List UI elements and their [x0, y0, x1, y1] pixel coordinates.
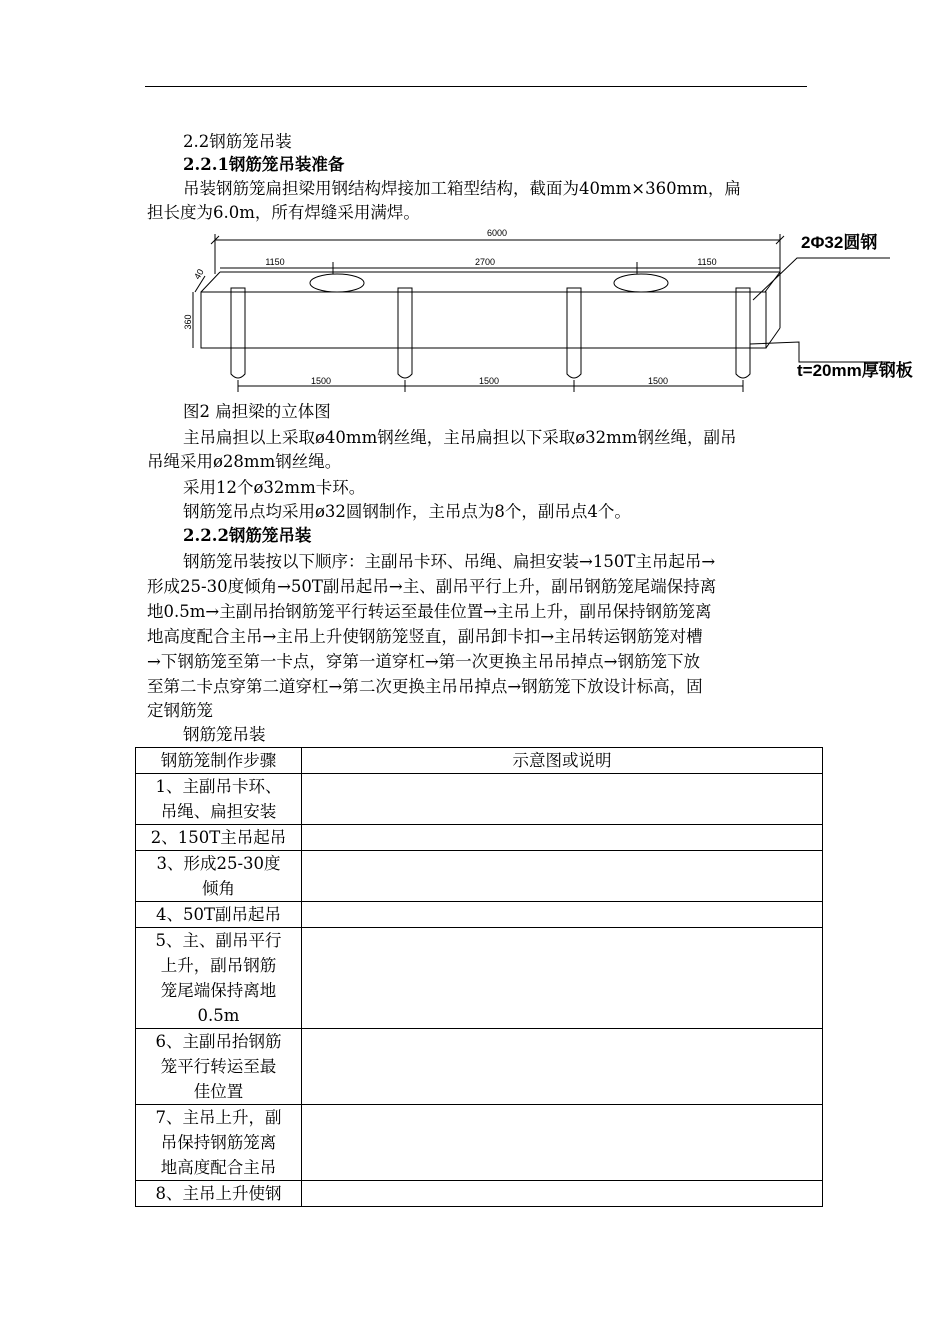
step-cell: 3、形成25-30度 倾角	[136, 851, 302, 902]
beam-3d-figure	[185, 224, 915, 394]
table-row	[136, 928, 823, 1029]
step-cell: 7、主吊上升，副 吊保持钢筋笼离 地高度配合主吊	[136, 1105, 302, 1181]
table-row	[136, 1105, 823, 1181]
dim-mid: 2700	[474, 257, 496, 267]
step-cell: 6、主副吊抬钢筋 笼平行转运至最 佳位置	[136, 1029, 302, 1105]
paragraph-line: 地高度配合主吊→主吊上升使钢筋笼竖直，副吊卸卡扣→主吊转运钢筋笼对槽	[147, 627, 703, 646]
paragraph-line: 担长度为6.0m，所有焊缝采用满焊。	[147, 203, 420, 222]
description-cell	[302, 928, 823, 1029]
paragraph-line: 定钢筋笼	[147, 701, 213, 720]
table-header-row	[136, 748, 823, 774]
subsection-heading-prep: 2.2.1钢筋笼吊装准备	[183, 155, 345, 174]
paragraph-line: 至第二卡点穿第二道穿杠→第二次更换主吊吊掉点→钢筋笼下放设计标高，固	[147, 677, 703, 696]
paragraph-line: 地0.5m→主副吊抬钢筋笼平行转运至最佳位置→主吊上升，副吊保持钢筋笼离	[147, 602, 712, 621]
paragraph-line: 钢筋笼吊点均采用ø32圆钢制作，主吊点为8个，副吊点4个。	[183, 502, 631, 521]
dim-left: 1150	[265, 257, 285, 267]
description-cell	[302, 851, 823, 902]
table-row	[136, 1181, 823, 1207]
step-cell: 1、主副吊卡环、 吊绳、扁担安装	[136, 774, 302, 825]
description-cell	[302, 825, 823, 851]
step-cell: 5、主、副吊平行 上升，副吊钢筋 笼尾端保持离地 0.5m	[136, 928, 302, 1029]
dim-spacing-1: 1500	[310, 376, 332, 386]
dim-height: 360	[183, 314, 193, 330]
header-rule	[145, 86, 807, 87]
dim-spacing-3: 1500	[647, 376, 669, 386]
paragraph-line: 钢筋笼吊装按以下顺序：主副吊卡环、吊绳、扁担安装→150T主吊起吊→	[183, 552, 716, 571]
section-heading: 2.2钢筋笼吊装	[183, 132, 292, 151]
dim-width: 40	[192, 267, 206, 281]
step-cell: 4、50T副吊起吊	[136, 902, 302, 928]
subsection-heading-lifting: 2.2.2钢筋笼吊装	[183, 526, 312, 545]
table-row	[136, 774, 823, 825]
dim-spacing-2: 1500	[478, 376, 500, 386]
paragraph-line: 吊绳采用ø28mm钢丝绳。	[147, 452, 342, 471]
description-cell	[302, 1181, 823, 1207]
paragraph-line: 采用12个ø32mm卡环。	[183, 478, 366, 497]
step-cell: 2、150T主吊起吊	[136, 825, 302, 851]
table-row	[136, 1029, 823, 1105]
description-cell	[302, 1105, 823, 1181]
header-step: 钢筋笼制作步骤	[136, 748, 302, 774]
table-title: 钢筋笼吊装	[183, 725, 266, 744]
description-cell	[302, 1029, 823, 1105]
lifting-steps-table	[135, 747, 823, 1207]
dim-total: 6000	[486, 228, 508, 238]
dim-right: 1150	[697, 257, 717, 267]
paragraph-line: 形成25-30度倾角→50T副吊起吊→主、副吊平行上升，副吊钢筋笼尾端保持离	[147, 577, 717, 596]
callout-steel-plate: t=20mm厚钢板	[797, 361, 913, 380]
callout-round-bar: 2Φ32圆钢	[801, 233, 878, 252]
step-cell: 8、主吊上升使钢	[136, 1181, 302, 1207]
description-cell	[302, 902, 823, 928]
figure-caption: 图2 扁担梁的立体图	[183, 402, 331, 421]
paragraph-line: →下钢筋笼至第一卡点，穿第一道穿杠→第一次更换主吊吊掉点→钢筋笼下放	[147, 652, 700, 671]
header-description: 示意图或说明	[302, 748, 823, 774]
paragraph-line: 吊装钢筋笼扁担梁用钢结构焊接加工箱型结构，截面为40mm×360mm，扁	[183, 179, 741, 198]
table-row	[136, 825, 823, 851]
paragraph-line: 主吊扁担以上采取ø40mm钢丝绳，主吊扁担以下采取ø32mm钢丝绳，副吊	[183, 428, 737, 447]
table-row	[136, 902, 823, 928]
table-row	[136, 851, 823, 902]
description-cell	[302, 774, 823, 825]
